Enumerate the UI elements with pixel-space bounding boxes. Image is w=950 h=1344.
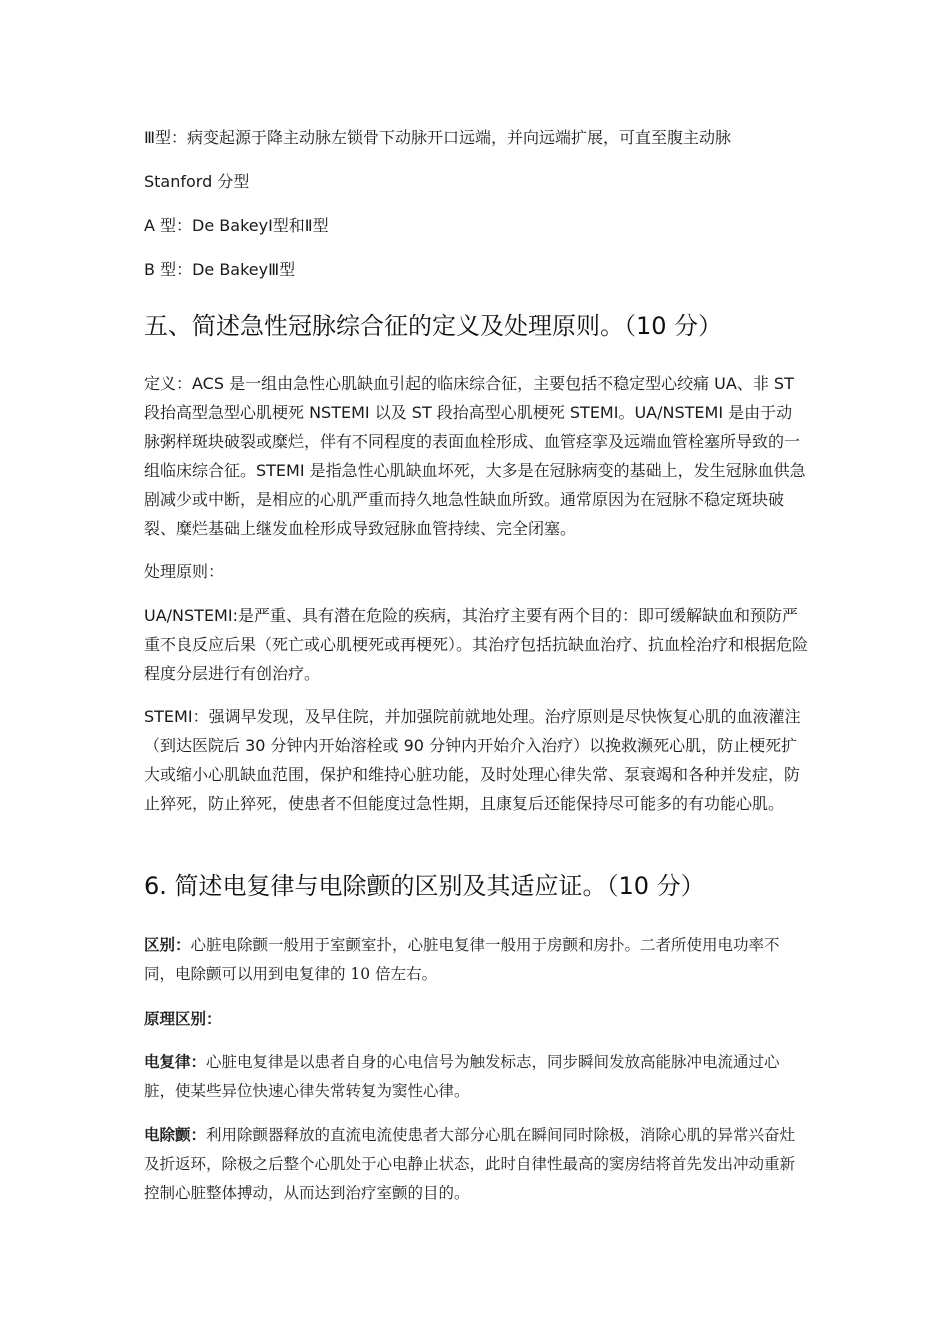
section6-defibrillation — [144, 1120, 808, 1208]
section5-definition: 定义：ACS 是一组由急性心肌缺血引起的临床综合征，主要包括不稳定型心绞痛 UA、非 ST 段抬高型急型心肌梗死 NSTEMI 以及 ST 段抬高型心肌梗死 STEMI。UA/NSTEMI 是由于动脉粥样斑块破裂或糜烂，伴有不同程度的表面血栓形成、血管痉挛及远端血管栓塞所导致的一组临床综合征。STEMI 是指急性心肌缺血坏死，大多是在冠脉病变的基础上，发生冠脉血供急剧减少或中断，是相应的心肌严重而持久地急性缺血所致。通常原因为在冠脉不稳定斑块破裂、糜烂基础上继发血栓形成导致冠脉血管持续、完全闭塞。 — [144, 374, 806, 538]
section6-difference — [144, 930, 808, 989]
difference-text: 心脏电除颤一般用于室颤室扑，心脏电复律一般用于房颤和房扑。二者所使用电功率不同，电除颤可以用到电复律的 10 倍左右。 — [144, 936, 780, 983]
section5-principles-label: 处理原则： — [144, 562, 225, 581]
defibrillation-text: 利用除颤器释放的直流电流使患者大部分心肌在瞬间同时除极，消除心肌的异常兴奋灶及折返环，除极之后整个心肌处于心电静止状态，此时自律性最高的窦房结将首先发出冲动重新控制心脏整体搏动，从而达到治疗室颤的目的。 — [144, 1126, 796, 1202]
section5-ua-nstemi: UA/NSTEMI:是严重、具有潜在危险的疾病，其治疗主要有两个目的：即可缓解缺血和预防严重不良反应后果（死亡或心肌梗死或再梗死）。其治疗包括抗缺血治疗、抗血栓治疗和根据危险程度分层进行有创治疗。 — [144, 606, 809, 683]
defibrillation-label: 电除颤： — [144, 1125, 207, 1144]
cardioversion-text: 心脏电复律是以患者自身的心电信号为触发标志，同步瞬间发放高能脉冲电流通过心脏，使某些异位快速心律失常转复为窦性心律。 — [144, 1053, 780, 1100]
type-a-line: A 型：De BakeyⅠ型和Ⅱ型 — [144, 216, 329, 235]
stanford-line: Stanford 分型 — [144, 172, 250, 191]
section5-stemi: STEMI：强调早发现，及早住院，并加强院前就地处理。治疗原则是尽快恢复心肌的血液灌注（到达医院后 30 分钟内开始溶栓或 90 分钟内开始介入治疗）以挽救濒死心肌，防止梗死扩大或缩小心肌缺血范围，保护和维持心脏功能，及时处理心律失常、泵衰竭和各种并发症，防止猝死，防止猝死，使患者不但能度过急性期，且康复后还能保持尽可能多的有功能心肌。 — [144, 707, 801, 813]
section6-heading: 6. 简述电复律与电除颤的区别及其适应证。（10 分） — [144, 872, 705, 900]
type3-line: Ⅲ型：病变起源于降主动脉左锁骨下动脉开口远端，并向远端扩展，可直至腹主动脉 — [144, 128, 732, 147]
section6-principle-label: 原理区别： — [144, 1009, 222, 1028]
cardioversion-label: 电复律： — [144, 1052, 207, 1071]
type-b-line: B 型：De BakeyⅢ型 — [144, 260, 296, 279]
difference-label: 区别： — [144, 935, 191, 954]
section5-heading: 五、简述急性冠脉综合征的定义及处理原则。（10 分） — [144, 312, 723, 340]
section6-cardioversion — [144, 1047, 808, 1106]
